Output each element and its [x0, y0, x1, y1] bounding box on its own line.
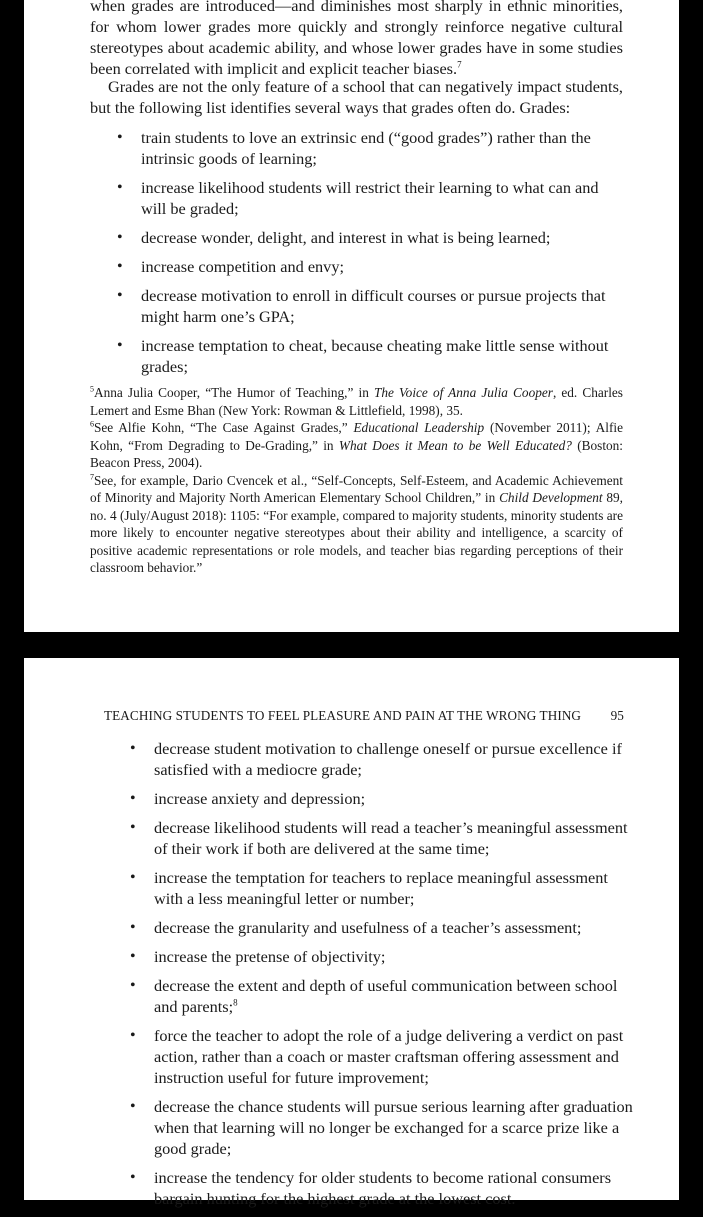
book-page-2 [24, 658, 679, 1208]
list-item: • increase temptation to cheat, because cheating make little sense without grades; [117, 336, 609, 376]
bullet-icon: • [117, 129, 123, 146]
bullet-icon: • [117, 287, 123, 304]
bullet-icon: • [130, 919, 136, 936]
bullet-icon: • [117, 229, 123, 246]
footnote-5: $^5$Anna Julia Cooper, “The Humor of Teaching,” in The Voice of Anna Julia Cooper, ed. Charles Lemert and Esme Bhan (New York: Rowman & Littlefield, 1998), 35. [90, 384, 623, 418]
footnote-ref-8: 8 [233, 997, 238, 1008]
list-item: • force the teacher to adopt the role of a judge delivering a verdict on past action, rather than a coach or master craftsman offering assessment and instruction useful for future improvement; [130, 1026, 624, 1087]
bullet-icon: • [130, 1169, 136, 1186]
list-item: • increase the tendency for older students to become rational consumers bargain hunting for the highest grade at the lowest cost. [130, 1168, 612, 1208]
list-item: • decrease the granularity and usefulness of a teacher’s assessment; [130, 918, 582, 937]
bullet-icon: • [117, 258, 123, 275]
footnote-7: $^7$See, for example, Dario Cvencek et al., “Self-Concepts, Self-Esteem, and Academic Achievement of Minority and Majority North American Elementary School Children,” in Child Development 89, no. 4 (July/August 2018): 1105: “For example, compared to majority students, minority students are more likely to encounter negative stereotypes about their ability and intelligence, a scarcity of positive academic representations or role models, and teacher bias regarding perceptions of their classroom behavior.” [90, 472, 623, 575]
grades-effects-list-continued [130, 738, 640, 1217]
list-item: • increase the temptation for teachers to replace meaningful assessment with a less meaningful letter or number; [130, 868, 608, 908]
bullet-icon: • [130, 740, 136, 757]
list-item: • decrease student motivation to challenge oneself or pursue excellence if satisfied with a mediocre grade; [130, 739, 622, 779]
page-number: 95 [610, 708, 624, 723]
list-item: • decrease likelihood students will read a teacher’s meaningful assessment of their work if both are delivered at the same time; [130, 818, 628, 858]
grades-intro-paragraph: Grades are not the only feature of a school that can negatively impact students, but the following list identifies several ways that grades often do. Grades: [90, 77, 623, 117]
bullet-icon: • [130, 977, 136, 994]
list-item: • increase competition and envy; [117, 257, 344, 276]
footnote-6: $^6$See Alfie Kohn, “The Case Against Grades,” Educational Leadership (November 2011); Alfie Kohn, “From Degrading to De-Grading,” in What Does it Mean to be Well Educated? (Boston: Beacon Press, 2004). [90, 419, 624, 470]
bullet-icon: • [117, 337, 123, 354]
list-item: • increase anxiety and depression; [130, 789, 366, 808]
list-item: • decrease the extent and depth of useful communication between school and parents;$^8$ [130, 976, 618, 1016]
list-item: • increase likelihood students will restrict their learning to what can and will be graded; [117, 178, 599, 218]
running-head [104, 708, 624, 724]
bullet-icon: • [130, 1027, 136, 1044]
grades-effects-list [117, 127, 627, 385]
list-item: • increase the pretense of objectivity; [130, 947, 386, 966]
list-item: • decrease the chance students will pursue serious learning after graduation when that learning will no longer be exchanged for a scarce prize like a good grade; [130, 1097, 633, 1158]
chapter-title: TEACHING STUDENTS TO FEEL PLEASURE AND PAIN AT THE WRONG THING [104, 708, 582, 723]
bullet-icon: • [130, 869, 136, 886]
book-page-1 [24, 0, 679, 632]
footnotes [90, 384, 623, 577]
bullet-icon: • [130, 948, 136, 965]
bullet-icon: • [130, 1098, 136, 1115]
list-item: • decrease motivation to enroll in difficult courses or pursue projects that might harm one’s GPA; [117, 286, 606, 326]
bullet-icon: • [130, 819, 136, 836]
bullet-icon: • [130, 790, 136, 807]
bullet-icon: • [117, 179, 123, 196]
continuation-paragraph: when grades are introduced—and diminishes most sharply in ethnic minorities, for whom lower grades more quickly and strongly reinforce negative cultural stereotypes about academic ability, and whose lower grades have in some studies been correlated with implicit and explicit teacher biases.$^7$ [90, 0, 623, 78]
list-item: • train students to love an extrinsic end (“good grades”) rather than the intrinsic goods of learning; [117, 128, 591, 168]
list-item: • decrease wonder, delight, and interest in what is being learned; [117, 228, 551, 247]
footnote-ref-7: 7 [457, 59, 462, 70]
